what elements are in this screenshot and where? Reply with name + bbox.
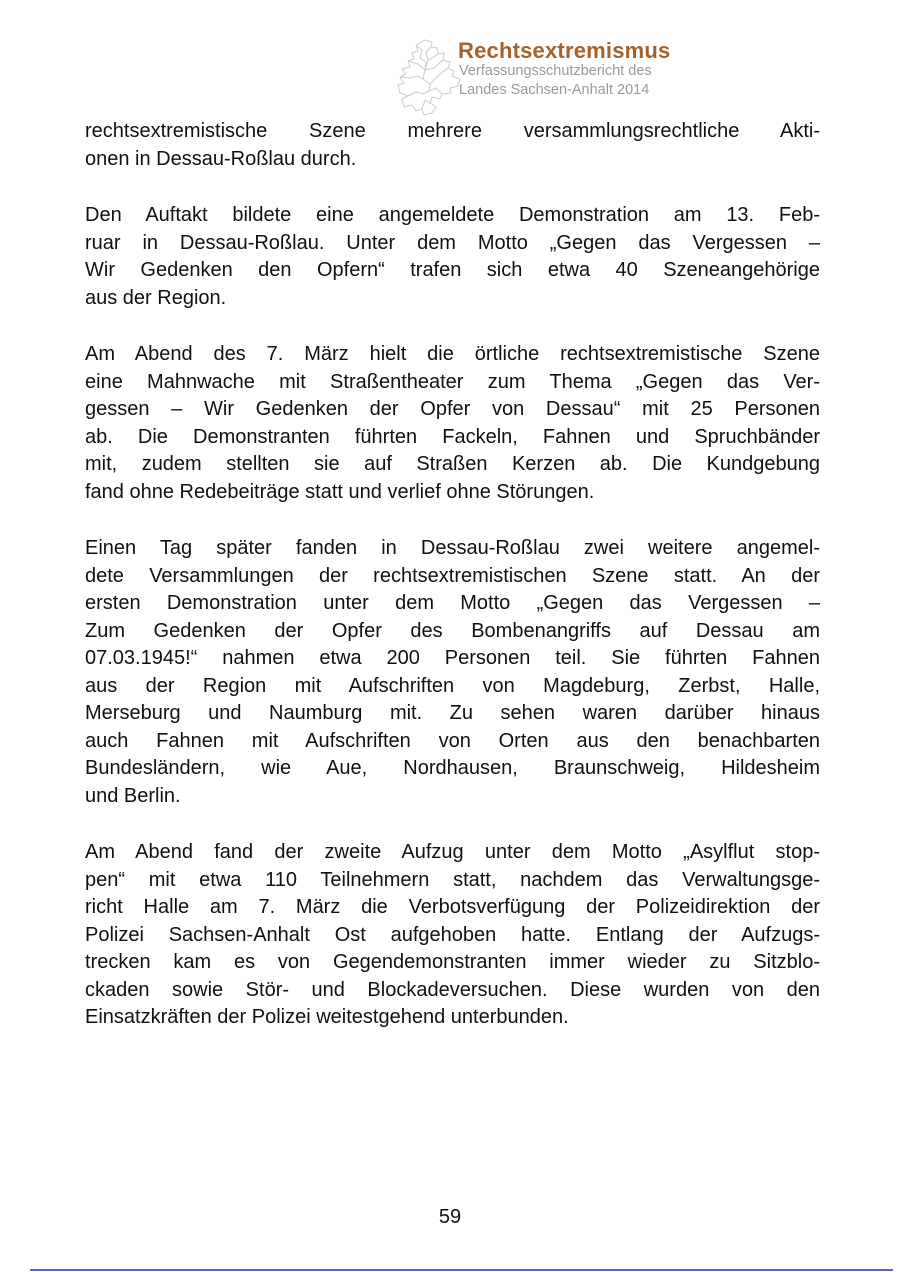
text-line: ckaden sowie Stör- und Blockadeversuchen. Diese wurden von den — [85, 978, 820, 1001]
header-subtitle-line2: Landes Sachsen-Anhalt 2014 — [459, 82, 650, 98]
text-line: 07.03.1945!“ nahmen etwa 200 Personen teil. Sie führten Fahnen — [85, 647, 820, 669]
text-line: Den Auftakt bildete eine angemeldete Demonstration am 13. Feb- — [85, 204, 820, 226]
paragraph — [85, 535, 820, 810]
paragraph — [85, 118, 820, 173]
header-subtitle — [459, 62, 652, 100]
text-line: trecken kam es von Gegendemonstranten immer wieder zu Sitzblo- — [85, 951, 820, 973]
text-line: eine Mahnwache mit Straßentheater zum Thema „Gegen das Ver- — [85, 370, 820, 393]
text-line: Am Abend des 7. März hielt die örtliche rechtsextremistische Szene — [85, 343, 820, 365]
text-line: gessen – Wir Gedenken der Opfer von Dessau“ mit 25 Personen — [85, 398, 820, 420]
header-title: Rechtsextremismus — [458, 38, 671, 63]
text-line: aus der Region. — [85, 286, 227, 309]
text-line: pen“ mit etwa 110 Teilnehmern statt, nachdem das Verwaltungsge- — [85, 868, 820, 891]
paragraph — [85, 341, 820, 506]
text-line: Wir Gedenken den Opfern“ trafen sich etwa 40 Szeneangehörige — [85, 259, 820, 281]
paragraph — [85, 202, 820, 312]
text-line: ersten Demonstration unter dem Motto „Gegen das Vergessen – — [85, 592, 820, 614]
header-subtitle-line1: Verfassungsschutzbericht des — [459, 63, 652, 79]
text-line: fand ohne Redebeiträge statt und verlief ohne Störungen. — [85, 480, 595, 503]
page-number: 59 — [438, 1206, 462, 1228]
text-line: ruar in Dessau-Roßlau. Unter dem Motto „Gegen das Vergessen – — [85, 231, 820, 254]
text-line: und Berlin. — [85, 784, 181, 807]
text-line: Polizei Sachsen-Anhalt Ost aufgehoben hatte. Entlang der Aufzugs- — [85, 923, 820, 946]
text-line: mit, zudem stellten sie auf Straßen Kerzen ab. Die Kundgebung — [85, 453, 820, 475]
text-line: aus der Region mit Aufschriften von Magdeburg, Zerbst, Halle, — [85, 674, 820, 697]
text-line: auch Fahnen mit Aufschriften von Orten aus den benachbarten — [85, 729, 820, 752]
text-line: rechtsextremistische Szene mehrere versammlungsrechtliche Akti- — [85, 120, 820, 142]
text-line: onen in Dessau-Roßlau durch. — [85, 147, 357, 170]
text-line: richt Halle am 7. März die Verbotsverfügung der Polizeidirektion der — [85, 896, 820, 918]
text-line: Einsatzkräften der Polizei weitestgehend unterbunden. — [85, 1006, 569, 1028]
text-line: ab. Die Demonstranten führten Fackeln, Fahnen und Spruchbänder — [85, 425, 820, 448]
page-header — [0, 0, 900, 120]
body-text — [85, 118, 820, 1032]
text-line: Am Abend fand der zweite Aufzug unter dem Motto „Asylflut stop- — [85, 841, 820, 863]
text-line: Zum Gedenken der Opfer des Bombenangriffs auf Dessau am — [85, 619, 820, 642]
text-line: Merseburg und Naumburg mit. Zu sehen waren darüber hinaus — [85, 702, 820, 724]
text-line: Einen Tag später fanden in Dessau-Roßlau zwei weitere angemel- — [85, 537, 820, 559]
bottom-border-line — [30, 1269, 893, 1271]
paragraph — [85, 839, 820, 1032]
sachsen-anhalt-map-outline-icon — [392, 38, 464, 118]
text-line: Bundesländern, wie Aue, Nordhausen, Braunschweig, Hildesheim — [85, 757, 820, 779]
text-line: dete Versammlungen der rechtsextremistischen Szene statt. An der — [85, 564, 820, 587]
